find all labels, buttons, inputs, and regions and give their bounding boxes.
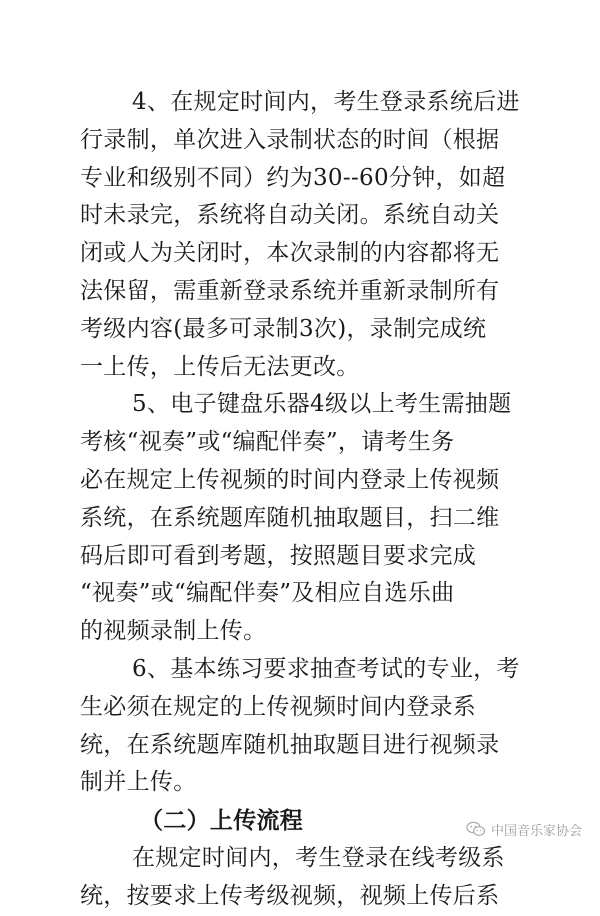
- wechat-icon: [466, 821, 486, 837]
- document-body: [80, 84, 520, 916]
- text-line: 在规定时间内，考生登录在线考级系: [132, 844, 505, 871]
- text-line: 行录制，单次进入录制状态的时间（根据: [80, 126, 500, 153]
- text-line: 码后即可看到考题，按照题目要求完成: [80, 542, 477, 569]
- section-heading: （二）上传流程: [140, 807, 304, 835]
- paragraph-7: [80, 840, 520, 916]
- text-line: 5、电子键盘乐器4级以上考生需抽题: [132, 391, 512, 418]
- paragraph-4: [80, 84, 520, 386]
- text-line: 4、在规定时间内，考生登录系统后进: [132, 89, 520, 115]
- text-line: 生必须在规定的上传视频时间内登录系: [80, 693, 477, 720]
- text-line: 系统，在系统题库随机抽取题目，扫二维: [80, 504, 500, 531]
- watermark: [466, 819, 582, 839]
- paragraph-5: [80, 386, 520, 651]
- text-line: 考核“视奏”或“编配伴奏”，请考生务: [80, 429, 455, 456]
- text-line: 统，按要求上传考级视频，视频上传后系: [80, 882, 500, 909]
- text-line: 制并上传。: [80, 769, 197, 796]
- text-line: 6、基本练习要求抽查考试的专业，考: [132, 655, 520, 682]
- text-line: “视奏”或“编配伴奏”及相应自选乐曲: [80, 580, 455, 607]
- watermark-text: 中国音乐家协会: [490, 823, 582, 839]
- text-line: 一上传，上传后无法更改。: [80, 353, 360, 380]
- paragraph-6: [80, 651, 520, 802]
- text-line: 闭或人为关闭时，本次录制的内容都将无: [80, 240, 500, 267]
- text-line: 的视频录制上传。: [80, 618, 267, 645]
- text-line: 专业和级别不同）约为30--60分钟，如超: [80, 164, 506, 191]
- text-line: 统，在系统题库随机抽取题目进行视频录: [80, 731, 500, 758]
- text-line: 时未录完，系统将自动关闭。系统自动关: [80, 202, 500, 229]
- text-line: 考级内容(最多可录制3次)，录制完成统: [80, 315, 487, 342]
- text-line: 法保留，需重新登录系统并重新录制所有: [80, 277, 500, 304]
- text-line: 必在规定上传视频的时间内登录上传视频: [80, 466, 500, 493]
